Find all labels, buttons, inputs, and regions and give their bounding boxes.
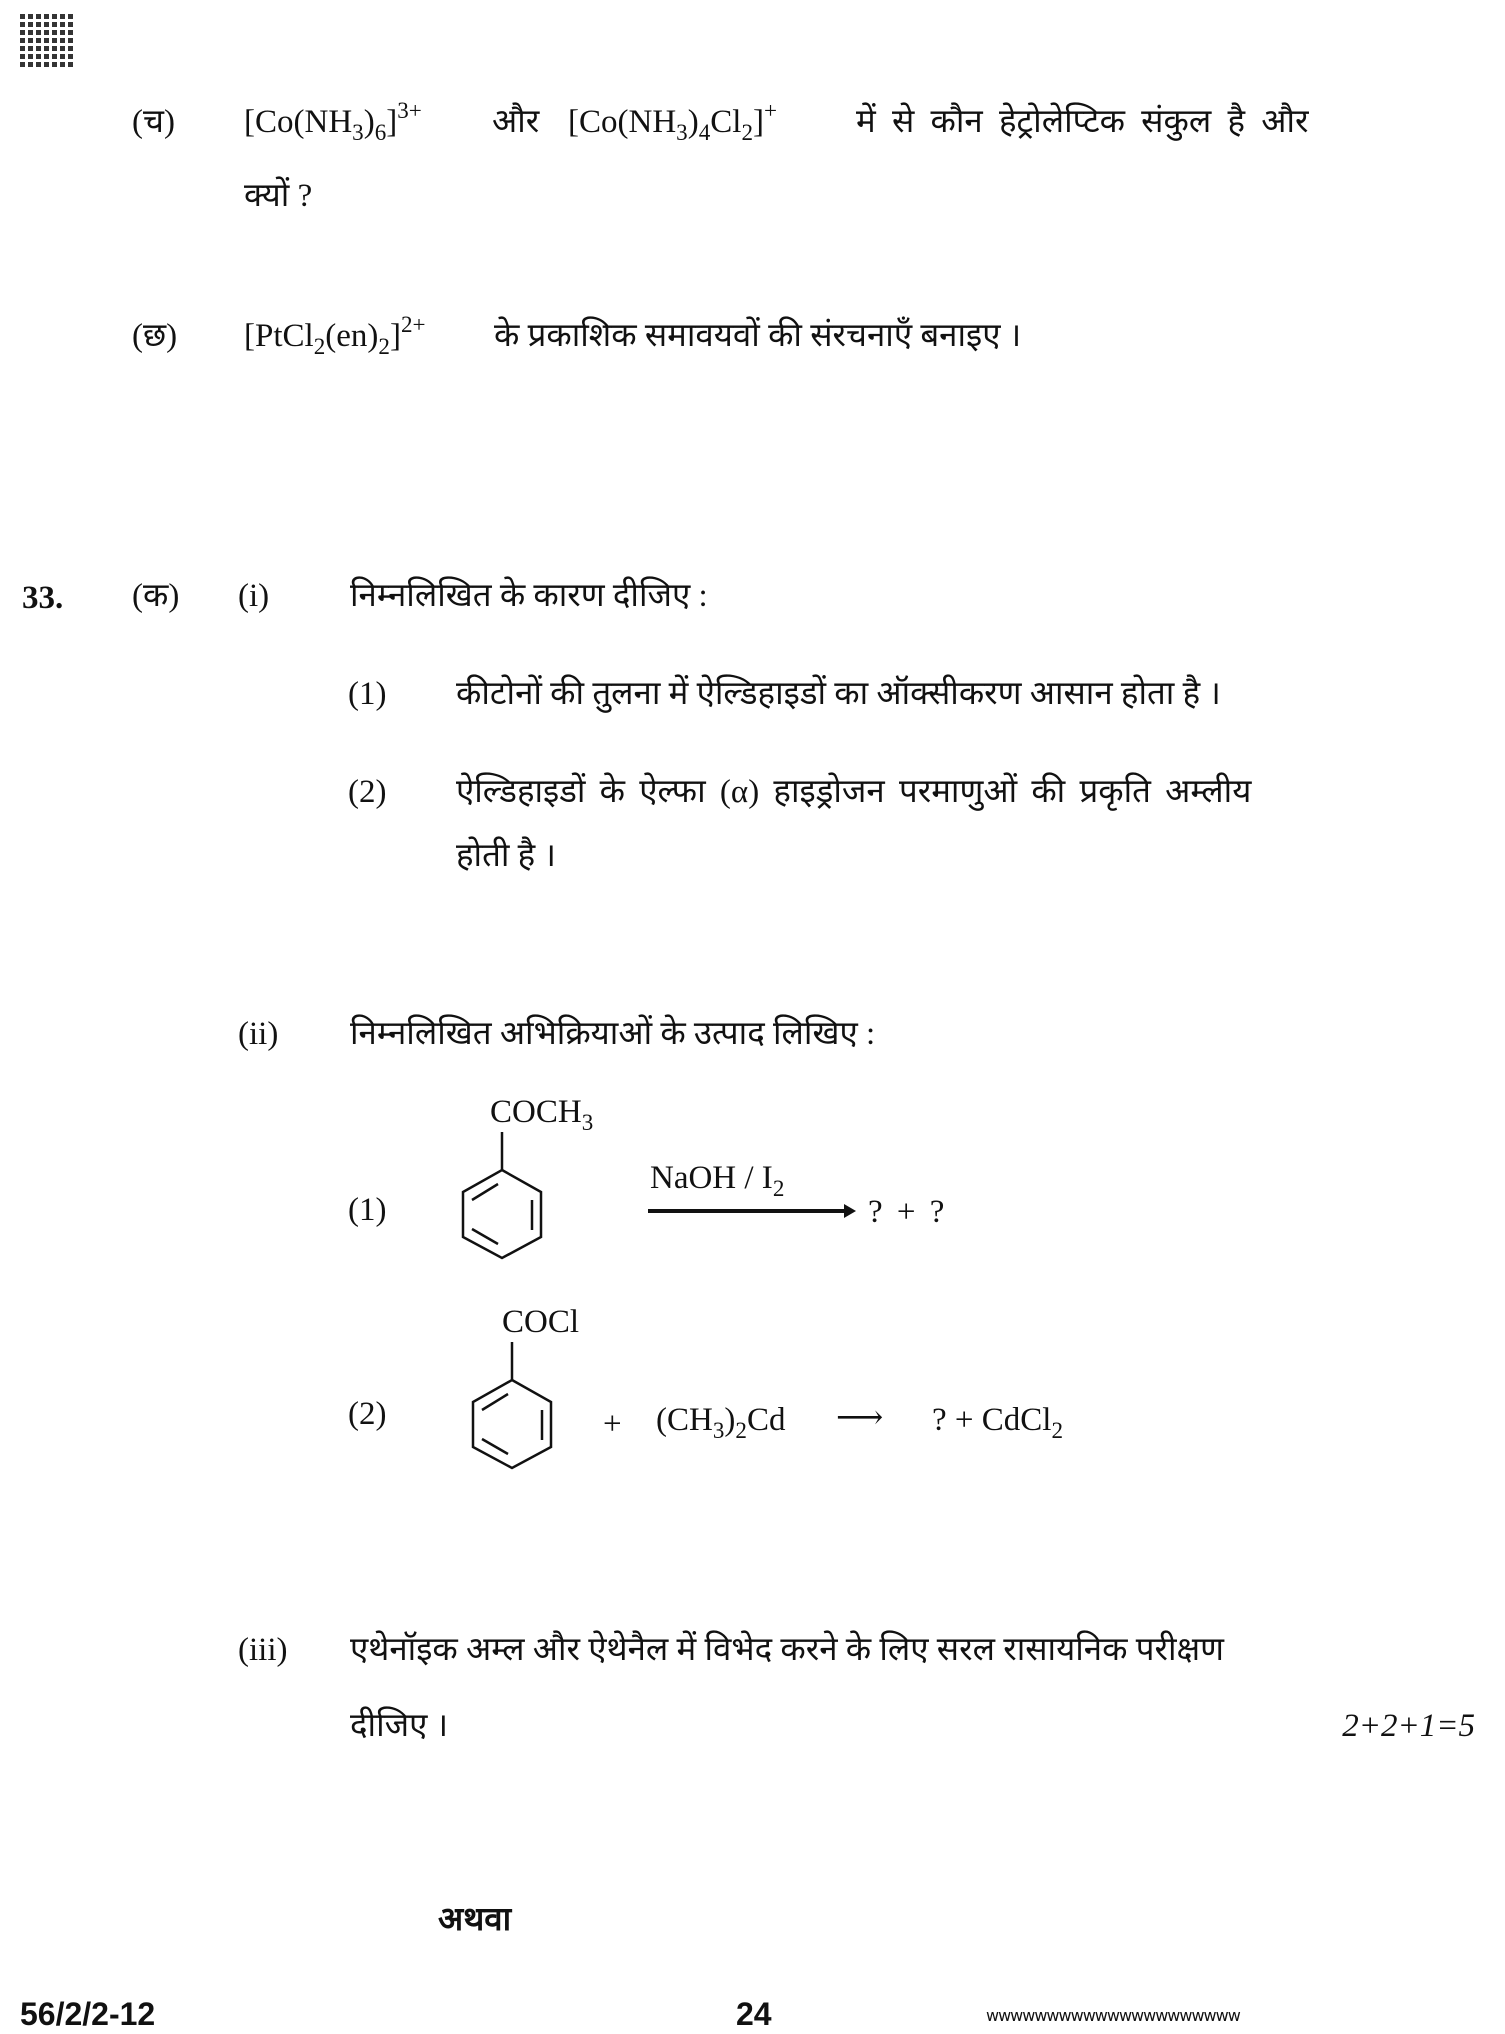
benzene-ring-icon — [470, 1340, 560, 1460]
or-text: अथवा — [438, 1902, 512, 1938]
reaction-arrow-icon — [648, 1204, 858, 1218]
wavy-line: wwwwwwwwwwwwwwwwwwwww — [986, 2006, 1240, 2025]
plus-sign: + — [603, 1406, 622, 1442]
and-text: और — [492, 104, 540, 140]
reaction-arrow: ⟶ — [836, 1400, 884, 1436]
reagent-dimethylcadmium: $(CH_3)_2Cd$ — [656, 1402, 786, 1444]
sub-label-iii: (iii) — [238, 1632, 288, 1668]
item-label: (2) — [348, 774, 387, 810]
question-text: के प्रकाशिक समावयवों की संरचनाएँ बनाइए । — [494, 318, 1022, 354]
substituent-cocl: COCl — [502, 1304, 580, 1340]
benzene-ring-icon — [460, 1130, 550, 1250]
marks: 2+2+1=5 — [1342, 1708, 1475, 1744]
question-text: निम्नलिखित अभिक्रियाओं के उत्पाद लिखिए : — [350, 1016, 876, 1052]
complex-co-nh3-6: $[Co(NH_3)_6]^{3+}$ — [244, 97, 422, 146]
question-label-chha: (छ) — [132, 318, 178, 354]
products: ? + ? — [868, 1194, 945, 1230]
question-text: होती है । — [456, 838, 556, 874]
part-label: (क) — [132, 578, 180, 614]
question-text: क्यों ? — [244, 178, 313, 214]
paper-code: 56/2/2-12 — [20, 1996, 156, 2032]
question-label-cha: (च) — [132, 104, 175, 140]
question-text: में से कौन हेट्रोलेप्टिक संकुल है और — [856, 104, 1309, 140]
item-label: (1) — [348, 1192, 387, 1228]
item-label: (1) — [348, 676, 387, 712]
question-text: एथेनॉइक अम्ल और ऐथेनैल में विभेद करने के लिए सरल रासायनिक परीक्षण — [350, 1632, 1225, 1668]
question-text: ऐल्डिहाइडों के ऐल्फा (α) हाइड्रोजन परमाणुओं की प्रकृति अम्लीय — [456, 774, 1252, 810]
reagent-naoh-i2: NaOH / $I_2$ — [650, 1160, 785, 1202]
complex-co-nh3-4-cl2: $[Co(NH_3)_4Cl_2]^+$ — [568, 97, 778, 146]
sub-label-ii: (ii) — [238, 1016, 279, 1052]
question-text: दीजिए । — [350, 1708, 449, 1744]
complex-ptcl2-en2: $[PtCl_2(en)_2]^{2+}$ — [244, 311, 426, 360]
substituent-coch3: $COCH_3$ — [490, 1094, 594, 1136]
page-number: 24 — [736, 1996, 772, 2032]
sub-label-i: (i) — [238, 578, 270, 614]
qr-code — [20, 14, 76, 70]
question-text: निम्नलिखित के कारण दीजिए : — [350, 578, 708, 614]
item-label: (2) — [348, 1396, 387, 1432]
question-text: कीटोनों की तुलना में ऐल्डिहाइडों का ऑक्सीकरण आसान होता है । — [456, 676, 1221, 712]
question-number: 33. — [22, 580, 64, 616]
products: ? + CdCl$_2$ — [932, 1402, 1063, 1444]
